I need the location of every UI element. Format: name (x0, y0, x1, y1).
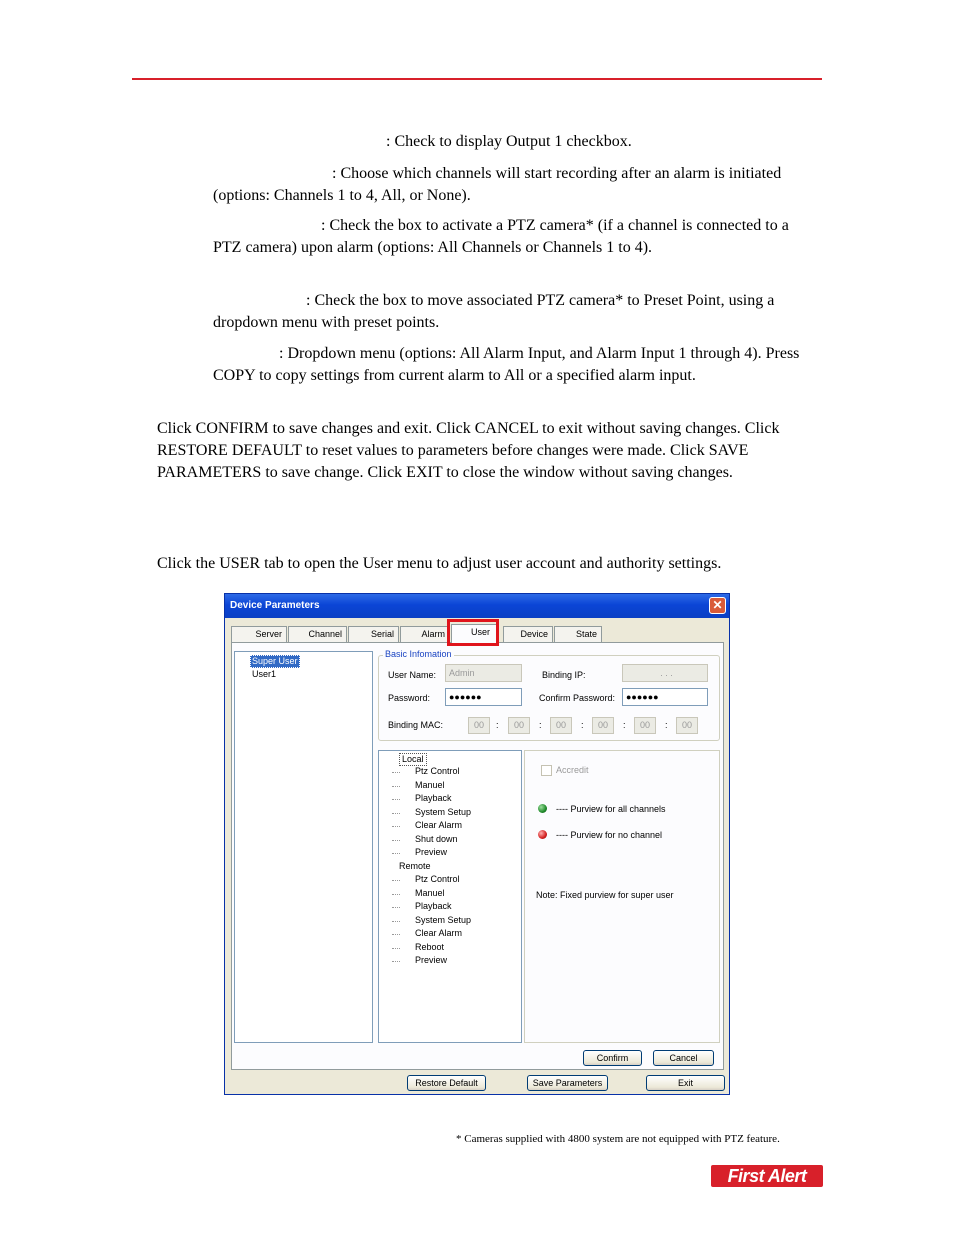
tab-channel[interactable]: Channel (288, 626, 347, 642)
tree-item[interactable]: System Setup (415, 915, 472, 925)
basic-info-label: Basic Infomation (385, 649, 452, 659)
mac-separator: : (539, 720, 542, 730)
confirm-password-label: Confirm Password: (539, 693, 616, 703)
tab-device[interactable]: Device (503, 626, 553, 642)
para-record: : Choose which channels will start recording after an alarm is initiated (options: Channels 1 to 4, All, or None). (213, 165, 782, 204)
save-parameters-button[interactable]: Save Parameters (527, 1075, 608, 1091)
title-bar (225, 594, 729, 618)
mac-field-3[interactable]: 00 (550, 717, 572, 734)
exit-button[interactable]: Exit (646, 1075, 725, 1091)
mac-separator: : (496, 720, 499, 730)
restore-default-button[interactable]: Restore Default (407, 1075, 486, 1091)
user-item-user1[interactable]: User1 (252, 669, 277, 679)
para-preset: : Check the box to move associated PTZ camera* to Preset Point, using a dropdown menu with preset points. (213, 292, 775, 331)
green-dot-icon (538, 804, 547, 813)
para-user-tab: Click the USER tab to open the User menu to adjust user account and authority settings. (157, 555, 722, 572)
binding-mac-label: Binding MAC: (388, 720, 444, 730)
accredit-label: Accredit (556, 765, 589, 775)
para-ptz: : Check the box to activate a PTZ camera* (if a channel is connected to a PTZ camera) upon alarm (options: All Channels or Channels 1 to 4). (213, 217, 789, 256)
super-user-note: Note: Fixed purview for super user (536, 890, 674, 900)
tab-serial[interactable]: Serial (348, 626, 399, 642)
close-icon[interactable]: ✕ (709, 597, 726, 614)
mac-field-5[interactable]: 00 (634, 717, 656, 734)
red-dot-icon (538, 830, 547, 839)
header-rule (132, 78, 822, 80)
mac-separator: : (665, 720, 668, 730)
tree-item[interactable]: Playback (415, 793, 452, 803)
tab-alarm[interactable]: Alarm (400, 626, 450, 642)
dialog-title: Device Parameters (230, 600, 320, 611)
tree-item[interactable]: Preview (415, 847, 448, 857)
confirm-password-input[interactable]: ●●●●●● (622, 688, 708, 706)
para-confirm: Click CONFIRM to save changes and exit. Click CANCEL to exit without saving changes. Click RESTORE DEFAULT to reset values to parameters before changes were made. Click SAVE PARAMETERS to save change. Click EXIT to close the window without saving changes. (157, 420, 780, 481)
mac-separator: : (623, 720, 626, 730)
accredit-checkbox[interactable] (541, 765, 552, 776)
user-item-super[interactable]: Super User (252, 656, 298, 666)
user-list[interactable] (234, 651, 373, 1043)
binding-ip-input[interactable]: . . . (622, 664, 708, 682)
legend-no-channel: ---- Purview for no channel (556, 830, 663, 840)
mac-field-1[interactable]: 00 (468, 717, 490, 734)
tree-item[interactable]: Preview (415, 955, 448, 965)
password-label: Password: (388, 693, 431, 703)
confirm-button[interactable]: Confirm (583, 1050, 642, 1066)
legend-all-channels: ---- Purview for all channels (556, 804, 666, 814)
mac-field-2[interactable]: 00 (508, 717, 530, 734)
tree-item[interactable]: Manuel (415, 780, 445, 790)
password-input[interactable]: ●●●●●● (445, 688, 522, 706)
tree-item[interactable]: System Setup (415, 807, 472, 817)
tab-state[interactable]: State (554, 626, 602, 642)
tree-item[interactable]: Reboot (415, 942, 445, 952)
tree-item[interactable]: Shut down (415, 834, 458, 844)
tree-node-remote[interactable]: Remote (399, 861, 431, 871)
tree-item[interactable]: Manuel (415, 888, 445, 898)
tree-item[interactable]: Clear Alarm (415, 928, 463, 938)
mac-field-4[interactable]: 00 (592, 717, 614, 734)
tab-user[interactable]: User (451, 624, 499, 643)
binding-ip-label: Binding IP: (542, 670, 586, 680)
mac-separator: : (581, 720, 584, 730)
user-name-input[interactable]: Admin (445, 664, 522, 682)
tab-server[interactable]: Server (231, 626, 287, 642)
tree-node-local[interactable]: Local (399, 753, 427, 766)
first-alert-logo: First Alert (711, 1165, 823, 1187)
user-name-label: User Name: (388, 670, 437, 680)
footnote: * Cameras supplied with 4800 system are not equipped with PTZ feature. (456, 1133, 780, 1145)
permission-panel (524, 750, 720, 1043)
device-parameters-dialog (224, 593, 730, 1095)
tree-item[interactable]: Playback (415, 901, 452, 911)
user-tab-highlight (447, 619, 499, 646)
para-output: : Check to display Output 1 checkbox. (386, 133, 632, 150)
mac-field-6[interactable]: 00 (676, 717, 698, 734)
cancel-button[interactable]: Cancel (653, 1050, 714, 1066)
tree-item[interactable]: Ptz Control (415, 766, 460, 776)
tree-item[interactable]: Ptz Control (415, 874, 460, 884)
para-copy: : Dropdown menu (options: All Alarm Input, and Alarm Input 1 through 4). Press COPY to copy settings from current alarm to All or a specified alarm input. (213, 345, 800, 384)
tree-item[interactable]: Clear Alarm (415, 820, 463, 830)
permission-tree[interactable] (378, 750, 522, 1043)
